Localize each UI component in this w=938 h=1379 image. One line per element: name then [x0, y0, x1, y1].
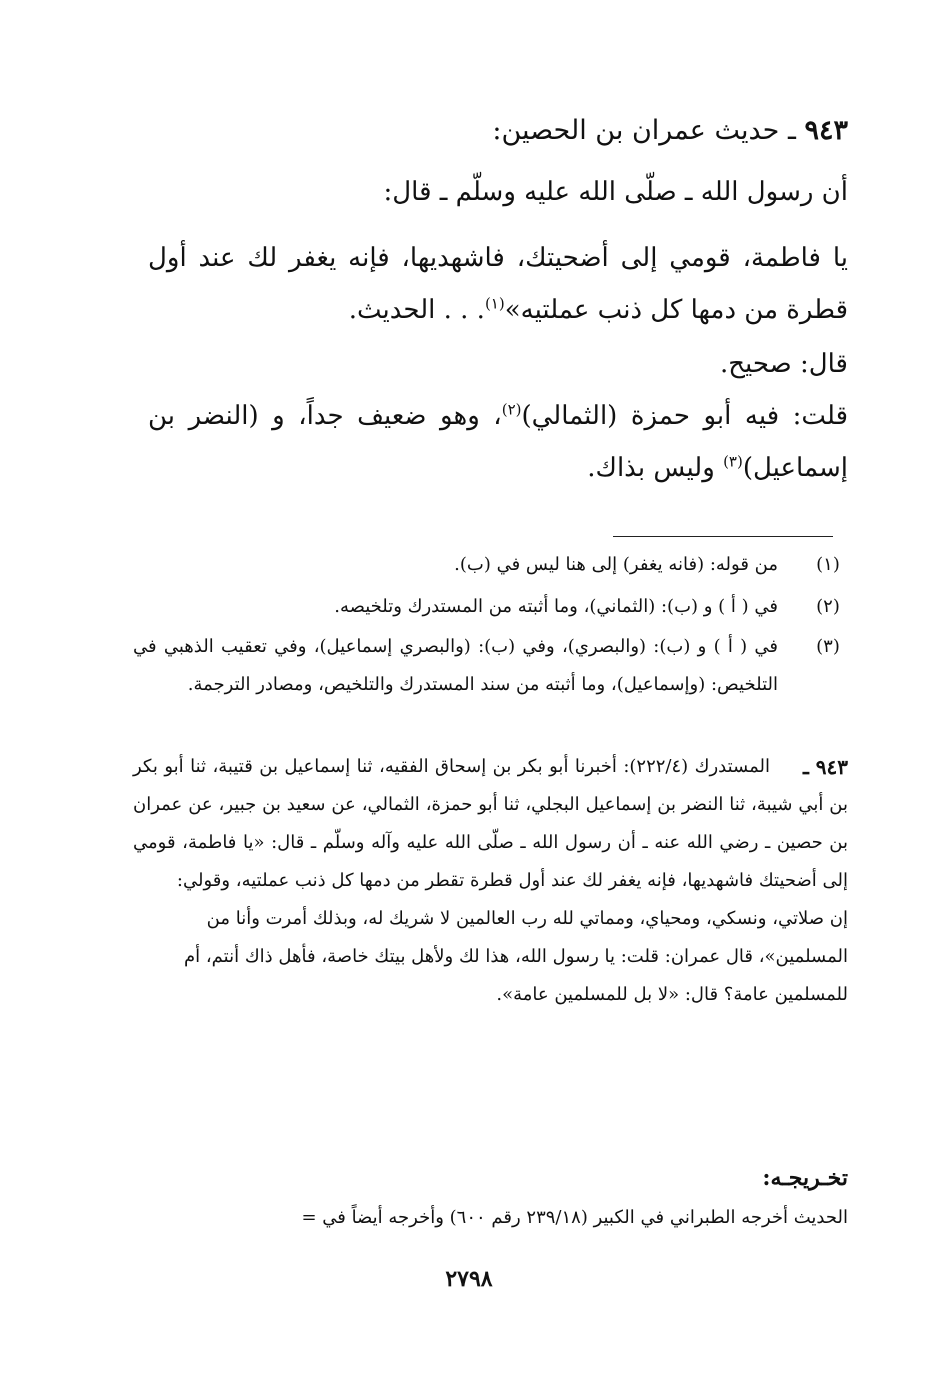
takhrij-heading: تخـريجـه:	[762, 1165, 848, 1191]
footnote-2-text: في ( أ ) و (ب): (الثماني)، وما أثبته من المستدرك وتلخيصه.	[334, 596, 778, 617]
takhrij-text: الحديث أخرجه الطبراني في الكبير (٢٣٩/١٨ رقم ٦٠٠) وأخرجه أيضاً في =	[301, 1207, 848, 1228]
hadith-text-main: يا فاطمة، قومي إلى أضحيتك، فاشهديها، فإنه يغفر لك عند أول قطرة من دمها كل ذنب عملتيه»	[148, 243, 848, 325]
footnote-3-text: في ( أ ) و (ب): (والبصري)، وفي (ب): (والبصري إسماعيل)، وفي تعقيب الذهبي في التلخيص: (وإسماعيل)، وما أثبته من سند المستدرك والتلخيص، ومصادر الترجمة.	[133, 636, 778, 695]
hadith-heading	[148, 108, 848, 154]
hadith-text-tail: . . . الحديث.	[348, 295, 485, 325]
author-comment-c: وليس بذاك.	[587, 453, 724, 483]
hadith-title: حديث عمران بن الحصين:	[492, 115, 780, 146]
heading-dash: ـ	[787, 115, 796, 146]
footnote-ref-3[interactable]: (٣)	[723, 452, 743, 471]
page-number: ٢٧٩٨	[445, 1266, 493, 1292]
footnote-ref-2[interactable]: (٢)	[501, 400, 522, 419]
tahqiq-mark: ٩٤٣ ـ	[802, 755, 848, 779]
footnote-3-mark: (٣)	[816, 636, 840, 657]
footnote-2-mark: (٢)	[816, 596, 840, 617]
footnote-2	[133, 588, 848, 626]
footnote-1-text: من قوله: (فانه يغفر) إلى هنا ليس في (ب).	[454, 554, 778, 575]
hadith-intro: أن رسول الله ـ صلّى الله عليه وسلّم ـ قال:	[383, 177, 848, 207]
footnote-1-mark: (١)	[816, 554, 840, 575]
author-comment-a: قلت: فيه أبو حمزة (الثمالي)	[521, 401, 848, 431]
tahqiq-text-verse: إن صلاتي، ونسكي، ومحياي، ومماتي لله رب العالمين لا شريك له، وبذلك أمرت وأنا من المسلمين»، قال عمران: قلت: يا رسول الله، هذا لك ولأهل بيتك خاصة، فأهل ذاك أنتم، أم للمسلمين عامة؟ قال: «لا بل للمسلمين عامة».	[184, 908, 848, 1005]
hakim-verdict: قال: صحيح.	[719, 349, 848, 379]
author-comment	[148, 390, 848, 494]
author-comment-b: ، وهو ضعيف جداً، و (النضر بن إسماعيل)	[148, 401, 848, 483]
tahqiq-text: المستدرك (٢٢٢/٤): أخبرنا أبو بكر بن إسحاق الفقيه، ثنا إسماعيل بن قتيبة، ثنا أبو بكر بن أبي شيبة، ثنا النضر بن إسماعيل البجلي، ثنا أبو حمزة، الثمالي، عن سعيد بن جبير، عن عمران بن حصين ـ رضي الله عنه ـ أن رسول الله ـ صلّى الله عليه وآله وسلّم ـ قال: «يا فاطمة، قومي إلى أضحيتك فاشهديها، فإنه يغفر لك عند أول قطرة تقطر من دمها كل ذنب عملتيه، وقولي:	[133, 756, 848, 891]
footnote-1	[133, 546, 848, 584]
footnote-3	[133, 628, 848, 704]
footnote-separator	[613, 536, 833, 537]
tahqiq-note	[133, 748, 848, 1014]
hadith-text	[148, 232, 848, 336]
footnote-ref-1[interactable]: (١)	[484, 294, 505, 313]
hadith-number: ٩٤٣	[804, 115, 848, 146]
